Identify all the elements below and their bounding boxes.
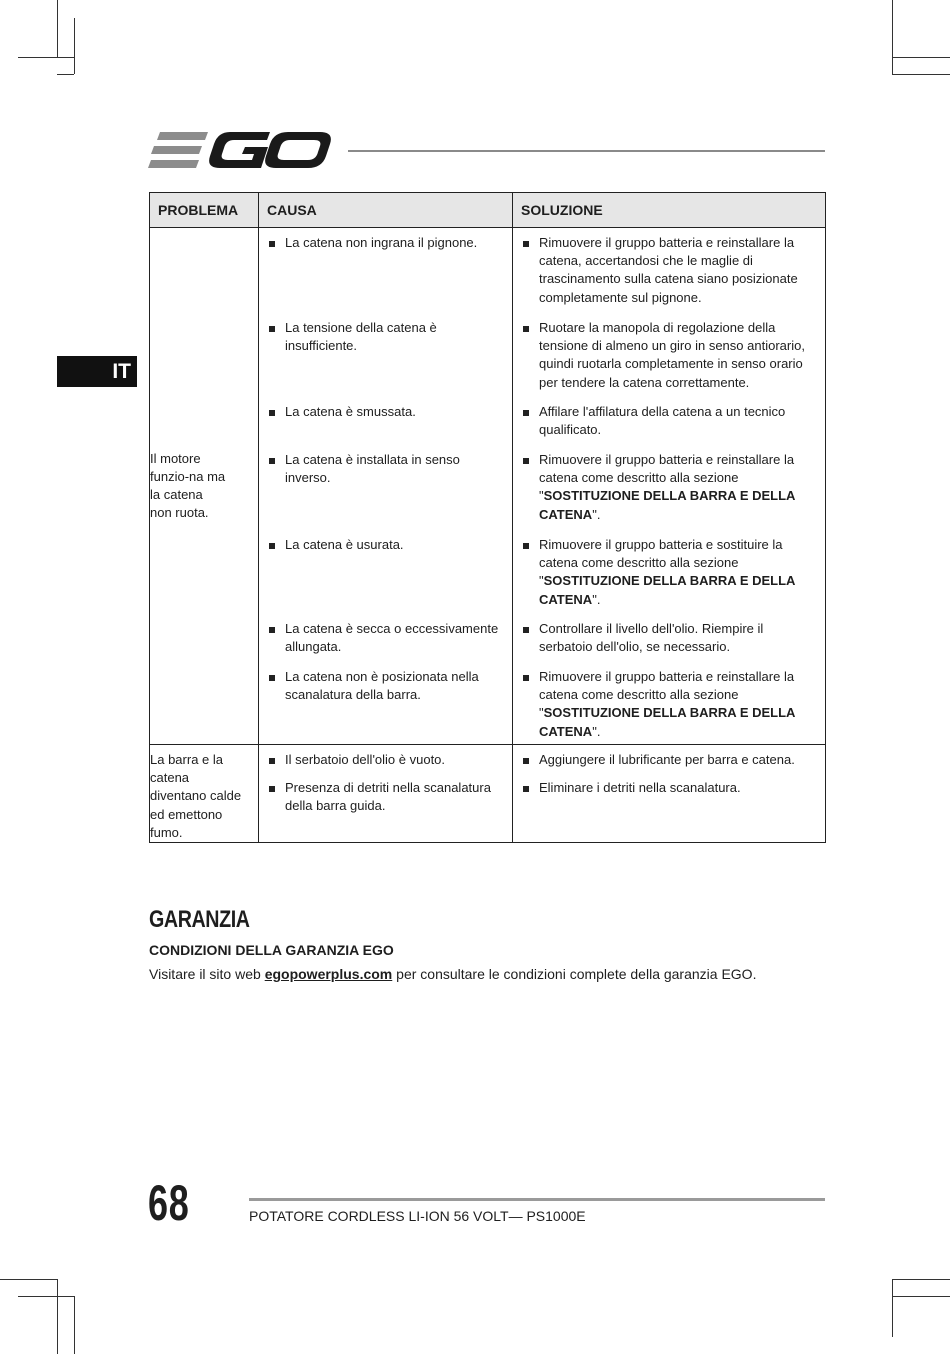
solution-text: Ruotare la manopola di regolazione della tensione di almeno un giro in senso antiorario, quindi ruotarla completamente in senso orario per tendere la catena correttamente. xyxy=(513,319,825,392)
crop-mark xyxy=(74,1296,75,1354)
solution-text: Rimuovere il gruppo batteria e reinstallare la catena come descritto alla sezione "SOSTITUZIONE DELLA BARRA E DELLA CATENA". xyxy=(513,668,825,741)
crop-mark xyxy=(57,1279,58,1354)
solution-cell xyxy=(513,779,826,843)
cause-text: La catena non è posizionata nella scanalatura della barra. xyxy=(259,668,512,704)
header-cause: CAUSA xyxy=(259,193,513,228)
problem-text: La barra e la catena diventano calde ed emettono fumo. xyxy=(150,752,242,840)
cause-cell xyxy=(259,228,513,320)
crop-mark xyxy=(57,0,58,57)
cause-cell xyxy=(259,451,513,536)
solution-cell xyxy=(513,745,826,779)
header-rule xyxy=(348,150,825,152)
crop-mark xyxy=(18,1296,74,1297)
solution-text: Rimuovere il gruppo batteria e reinstallare la catena, accertandosi che le maglie di trascinamento sulla catena siano posizionate completamente sul pignone. xyxy=(513,234,825,307)
table-header-row xyxy=(150,193,826,228)
cause-text: La catena è secca o eccessivamente allungata. xyxy=(259,620,512,656)
solution-cell xyxy=(513,403,826,451)
cause-cell xyxy=(259,620,513,668)
crop-mark xyxy=(892,57,950,58)
cause-cell xyxy=(259,319,513,403)
crop-mark xyxy=(892,1279,950,1280)
cause-text: La tensione della catena è insufficiente. xyxy=(259,319,512,355)
crop-mark xyxy=(74,18,75,74)
table-row xyxy=(150,745,826,779)
crop-mark xyxy=(57,74,74,75)
cause-text: Il serbatoio dell'olio è vuoto. xyxy=(259,751,512,769)
solution-text: Controllare il livello dell'olio. Riempire il serbatoio dell'olio, se necessario. xyxy=(513,620,825,656)
header-problem: PROBLEMA xyxy=(150,193,259,228)
warranty-heading: GARANZIA xyxy=(149,906,250,933)
crop-mark xyxy=(0,1279,57,1280)
cause-text: La catena non ingrana il pignone. xyxy=(259,234,512,252)
warranty-subheading: CONDIZIONI DELLA GARANZIA EGO xyxy=(149,942,394,958)
solution-text: Affilare l'affilatura della catena a un tecnico qualificato. xyxy=(513,403,825,439)
problem-cell xyxy=(150,745,259,843)
crop-mark xyxy=(18,57,74,58)
cause-text: La catena è installata in senso inverso. xyxy=(259,451,512,487)
cause-text: Presenza di detriti nella scanalatura della barra guida. xyxy=(259,779,512,815)
problem-cell xyxy=(150,228,259,745)
cause-cell xyxy=(259,779,513,843)
solution-cell xyxy=(513,228,826,320)
crop-mark xyxy=(892,1296,950,1297)
solution-text: Aggiungere il lubrificante per barra e catena. xyxy=(513,751,825,769)
cause-cell xyxy=(259,668,513,745)
warranty-link[interactable]: egopowerplus.com xyxy=(264,966,393,982)
troubleshooting-table xyxy=(149,192,826,843)
crop-mark xyxy=(892,1279,893,1337)
crop-mark xyxy=(892,0,893,74)
solution-cell xyxy=(513,668,826,745)
cause-cell xyxy=(259,536,513,620)
cause-text: La catena è smussata. xyxy=(259,403,512,421)
header-solution: SOLUZIONE xyxy=(513,193,826,228)
page-number: 68 xyxy=(148,1175,190,1231)
cause-cell xyxy=(259,403,513,451)
footer-rule xyxy=(249,1198,825,1201)
solution-text: Rimuovere il gruppo batteria e reinstallare la catena come descritto alla sezione "SOSTITUZIONE DELLA BARRA E DELLA CATENA". xyxy=(513,451,825,524)
solution-text: Eliminare i detriti nella scanalatura. xyxy=(513,779,825,797)
footer-product: POTATORE CORDLESS LI-ION 56 VOLT— PS1000E xyxy=(249,1208,586,1224)
cause-cell xyxy=(259,745,513,779)
solution-cell xyxy=(513,536,826,620)
table-row xyxy=(150,228,826,320)
solution-cell xyxy=(513,451,826,536)
solution-text: Rimuovere il gruppo batteria e sostituire la catena come descritto alla sezione "SOSTITUZIONE DELLA BARRA E DELLA CATENA". xyxy=(513,536,825,609)
language-tab: IT xyxy=(57,356,137,387)
crop-mark xyxy=(892,74,950,75)
problem-text: Il motore funzio-na ma la catena non ruota. xyxy=(150,450,226,521)
cause-text: La catena è usurata. xyxy=(259,536,512,554)
solution-cell xyxy=(513,620,826,668)
solution-cell xyxy=(513,319,826,403)
ego-logo xyxy=(148,128,332,172)
warranty-text: Visitare il sito web egopowerplus.com per consultare le condizioni complete della garanzia EGO. xyxy=(149,966,757,982)
